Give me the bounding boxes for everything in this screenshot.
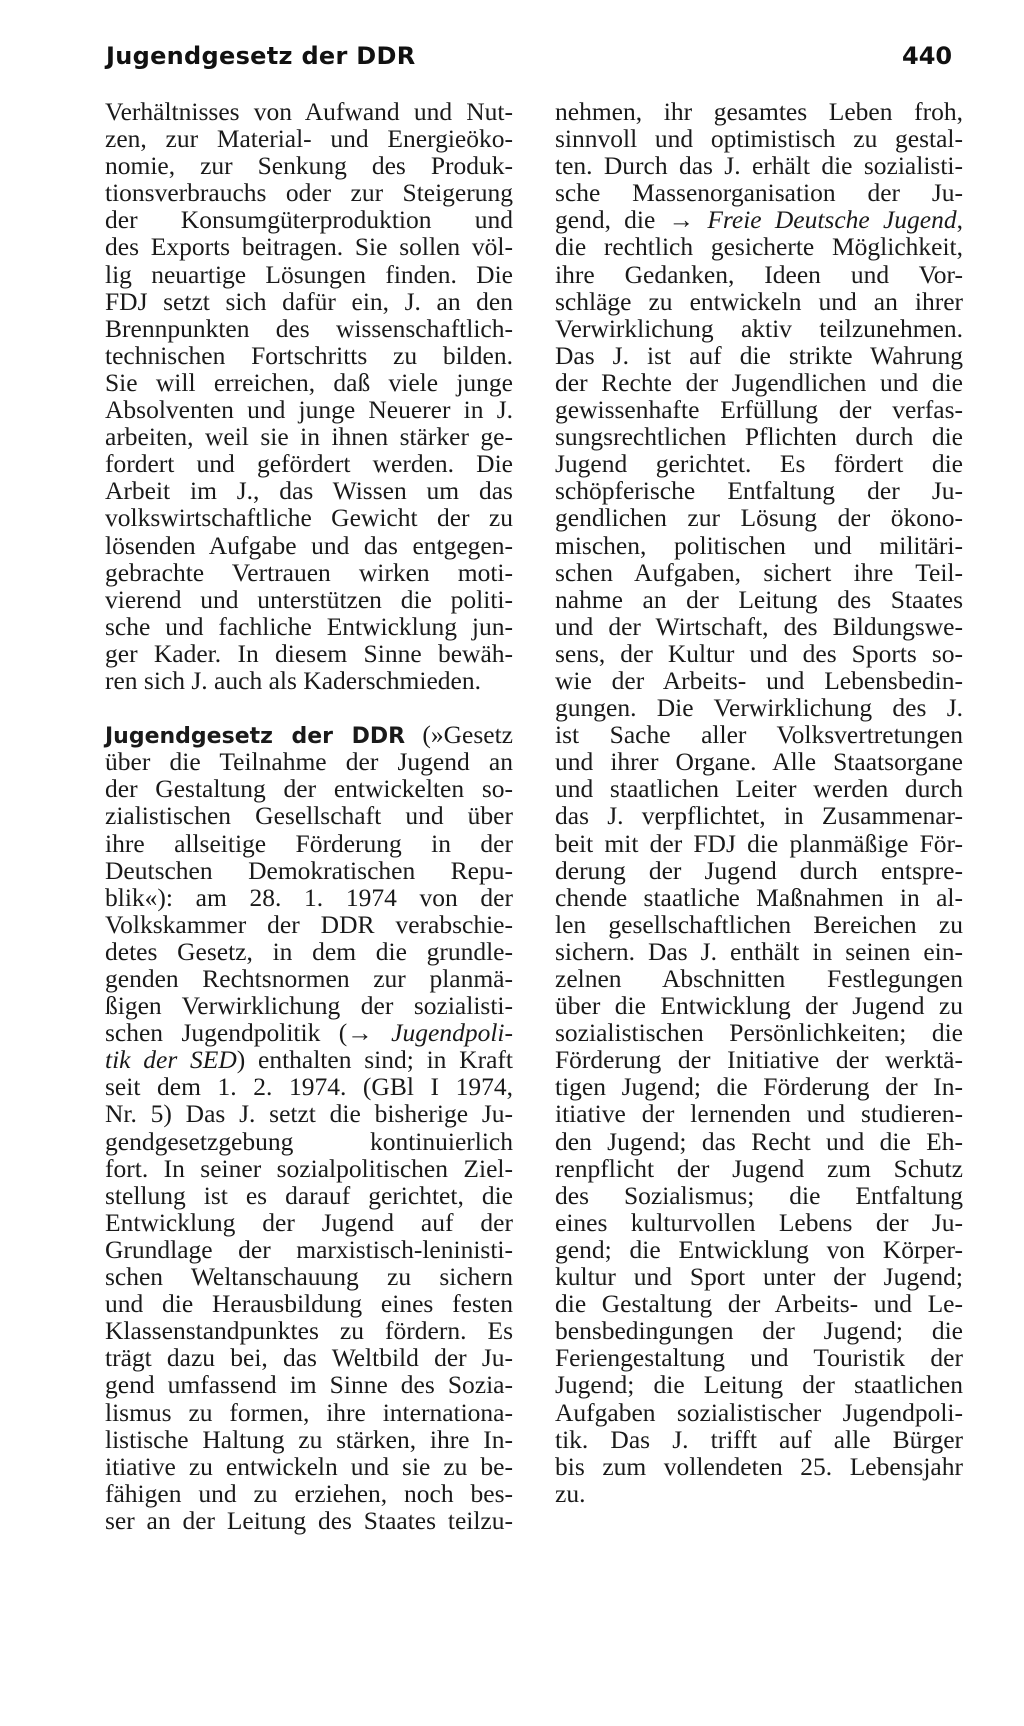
text-line: Nr. 5) Das J. setzt die bisherige Ju-: [105, 1099, 513, 1129]
text-line: gungen. Die Verwirklichung des J.: [555, 693, 963, 723]
text-line: schen Weltanschauung zu sichern: [105, 1262, 513, 1292]
running-head-title: Jugendgesetz der DDR: [106, 42, 416, 70]
cross-reference-line: [555, 206, 963, 233]
text-line: volkswirtschaftliche Gewicht der zu: [105, 503, 513, 533]
text-line: gendgesetzgebung kontinuierlich: [105, 1126, 513, 1156]
text-line: mischen, politischen und militäri-: [555, 530, 963, 560]
text-line: Deutschen Demokratischen Repu-: [105, 855, 513, 885]
text-line: Verhältnisses von Aufwand und Nut-: [105, 97, 513, 126]
text-line: lismus zu formen, ihre internationa-: [105, 1397, 513, 1427]
text-line: Arbeit im J., das Wissen um das: [105, 476, 513, 506]
text-line: lig neuartige Lösungen finden. Die: [105, 259, 513, 289]
text-line: Jugend; die Leitung der staatlichen: [555, 1370, 963, 1400]
text-line: des Sozialismus; die Entfaltung: [555, 1180, 963, 1210]
dictionary-entry: [105, 721, 513, 1534]
text-line: der Konsumgüterproduktion und: [105, 205, 513, 235]
text-line: sens, der Kultur und des Sports so-: [555, 638, 963, 668]
text-line: ßigen Verwirklichung der sozialisti-: [105, 991, 513, 1021]
text-line: sche und fachliche Entwicklung jun-: [105, 611, 513, 641]
text-line: ihre Gedanken, Ideen und Vor-: [555, 259, 963, 289]
text-line: sozialistischen Persönlichkeiten; die: [555, 1018, 963, 1048]
text-line: zelnen Abschnitten Festlegungen: [555, 964, 963, 993]
text-line: derung der Jugend durch entspre-: [555, 855, 963, 885]
text-line: und der Wirtschaft, des Bildungswe-: [555, 611, 963, 641]
continuation-paragraph: [105, 98, 513, 694]
right-column: [555, 98, 963, 1507]
text-line: fähigen und zu erziehen, noch bes-: [105, 1478, 513, 1508]
text-line: Brennpunkten des wissenschaftlich-: [105, 313, 513, 343]
text-line: beit mit der FDJ die planmäßige För-: [555, 828, 963, 858]
text-line: chende staatliche Maßnahmen in al-: [555, 882, 963, 912]
page-number: 440: [902, 42, 953, 70]
text-line: Jugend gerichtet. Es fördert die: [555, 449, 963, 479]
text-line: kultur und Sport unter der Jugend;: [555, 1262, 963, 1292]
text-line: schläge zu entwickeln und an ihrer: [555, 286, 963, 316]
fdj-line-before: gend, die: [555, 205, 669, 235]
text-line: detes Gesetz, in dem die grundle-: [105, 936, 513, 966]
text-line: trägt dazu bei, das Weltbild der Ju-: [105, 1343, 513, 1373]
fdj-line-after: ,: [956, 205, 963, 235]
text-line: nehmen, ihr gesamtes Leben froh,: [555, 97, 963, 126]
text-line: Grundlage der marxistisch-leninisti-: [105, 1234, 513, 1264]
text-line: ser an der Leitung des Staates teilzu-: [105, 1505, 513, 1535]
text-line: gend; die Entwicklung von Körper-: [555, 1234, 963, 1264]
text-line: sungsrechtlichen Pflichten durch die: [555, 422, 963, 452]
text-line: zu.: [555, 1478, 586, 1508]
text-line: Aufgaben sozialistischer Jugendpoli-: [555, 1397, 963, 1427]
paragraph-gap: [105, 694, 513, 721]
text-line: ren sich J. auch als Kaderschmieden.: [105, 665, 481, 695]
text-line: gend umfassend im Sinne des Sozia-: [105, 1370, 513, 1400]
text-line: das J. verpflichtet, in Zusammenar-: [555, 801, 963, 831]
text-line: zialistischen Gesellschaft und über: [105, 801, 513, 831]
text-line: und die Herausbildung eines festen: [105, 1289, 513, 1319]
text-line: schöpferische Entfaltung der Ju-: [555, 476, 963, 506]
text-line: zen, zur Material- und Energieöko-: [105, 124, 513, 154]
text-line: tionsverbrauchs oder zur Steigerung: [105, 178, 513, 208]
arrow-icon: →: [668, 205, 695, 235]
text-line: den Jugend; das Recht und die Eh-: [555, 1126, 963, 1156]
text-line: itiative zu entwickeln und sie zu be-: [105, 1451, 513, 1481]
text-line: eines kulturvollen Lebens der Ju-: [555, 1207, 963, 1237]
cross-reference-link[interactable]: Freie Deutsche Jugend: [694, 205, 957, 235]
text-line: der Gestaltung der entwickelten so-: [105, 774, 513, 804]
text-line: vierend und unterstützen die politi-: [105, 584, 513, 614]
text-line: gebrachte Vertrauen wirken moti-: [105, 557, 513, 587]
text-line: Verwirklichung aktiv teilzunehmen.: [555, 313, 963, 343]
text-line: sche Massenorganisation der Ju-: [555, 178, 963, 208]
text-line: Entwicklung der Jugend auf der: [105, 1207, 513, 1237]
text-line: und staatlichen Leiter werden durch: [555, 774, 963, 804]
text-line: bensbedingungen der Jugend; die: [555, 1316, 963, 1346]
text-line: nahme an der Leitung des Staates: [555, 584, 963, 614]
entry-headword: Jugendgesetz der DDR: [105, 724, 406, 750]
text-line: lösenden Aufgabe und das entgegen-: [105, 530, 513, 560]
text-line: FDJ setzt sich dafür ein, J. an den: [105, 286, 513, 316]
left-column: [105, 98, 513, 1534]
arrow-icon: →: [347, 1018, 373, 1048]
text-line: die Gestaltung der Arbeits- und Le-: [555, 1289, 963, 1319]
text-line: genden Rechtsnormen zur planmä-: [105, 964, 513, 993]
cross-reference-link[interactable]: tik der SED: [105, 1045, 237, 1075]
text-line: schen Aufgaben, sichert ihre Teil-: [555, 557, 963, 587]
text-line: tigen Jugend; die Förderung der In-: [555, 1072, 963, 1102]
text-line: stellung ist es darauf gerichtet, die: [105, 1180, 513, 1210]
text-line: blik«): am 28. 1. 1974 von der: [105, 882, 513, 912]
text-line: Förderung der Initiative der werktä-: [555, 1045, 963, 1075]
text-line: Klassenstandpunktes zu fördern. Es: [105, 1316, 513, 1346]
text-line: arbeiten, weil sie in ihnen stärker ge-: [105, 422, 513, 452]
text-line: wie der Arbeits- und Lebensbedin-: [555, 665, 963, 695]
text-line: ten. Durch das J. erhält die sozialisti-: [555, 151, 963, 181]
entry-first-line-rest: (»Gesetz: [405, 720, 513, 750]
text-line: ihre allseitige Förderung in der: [105, 828, 513, 858]
text-line: des Exports beitragen. Sie sollen völ-: [105, 232, 513, 262]
text-line: und ihrer Organe. Alle Staatsorgane: [555, 747, 963, 777]
text-line: Sie will erreichen, daß viele junge: [105, 367, 513, 397]
text-line: tik. Das J. trifft auf alle Bürger: [555, 1424, 963, 1454]
text-line: nomie, zur Senkung des Produk-: [105, 151, 513, 181]
text-line: Das J. ist auf die strikte Wahrung: [555, 340, 963, 370]
text-line: len gesellschaftlichen Bereichen zu: [555, 909, 963, 939]
text-line: über die Entwicklung der Jugend zu: [555, 991, 963, 1021]
text-line: Feriengestaltung und Touristik der: [555, 1343, 963, 1373]
entry-first-line: [105, 721, 513, 748]
text-line: seit dem 1. 2. 1974. (GBl I 1974,: [105, 1072, 513, 1102]
text-line: bis zum vollendeten 25. Lebensjahr: [555, 1451, 963, 1481]
text-line: ist Sache aller Volksvertretungen: [555, 720, 963, 750]
text-line: fort. In seiner sozialpolitischen Ziel-: [105, 1153, 513, 1183]
text-line: technischen Fortschritts zu bilden.: [105, 340, 513, 370]
text-line: ger Kader. In diesem Sinne bewäh-: [105, 638, 513, 668]
xref-line-after: ) enthalten sind; in Kraft: [236, 1045, 513, 1075]
text-line: Absolventen und junge Neuerer in J.: [105, 395, 513, 425]
text-line: sinnvoll und optimistisch zu gestal-: [555, 124, 963, 154]
text-line: gendlichen zur Lösung der ökono-: [555, 503, 963, 533]
text-line: Volkskammer der DDR verabschie-: [105, 909, 513, 939]
xref-line-before: schen Jugendpolitik (: [105, 1018, 348, 1048]
text-line: die rechtlich gesicherte Möglichkeit,: [555, 232, 963, 262]
text-line: fordert und gefördert werden. Die: [105, 449, 513, 479]
text-line: itiative der lernenden und studieren-: [555, 1099, 963, 1129]
cross-reference-line: [105, 1019, 513, 1046]
text-line: renpflicht der Jugend zum Schutz: [555, 1153, 963, 1183]
text-line: der Rechte der Jugendlichen und die: [555, 367, 963, 397]
text-line: über die Teilnahme der Jugend an: [105, 747, 513, 777]
cross-reference-link[interactable]: Jugendpoli-: [372, 1018, 513, 1048]
text-line: listische Haltung zu stärken, ihre In-: [105, 1424, 513, 1454]
text-line: gewissenhafte Erfüllung der verfas-: [555, 395, 963, 425]
cross-reference-line: [105, 1046, 513, 1073]
text-line: sichern. Das J. enthält in seinen ein-: [555, 936, 963, 966]
